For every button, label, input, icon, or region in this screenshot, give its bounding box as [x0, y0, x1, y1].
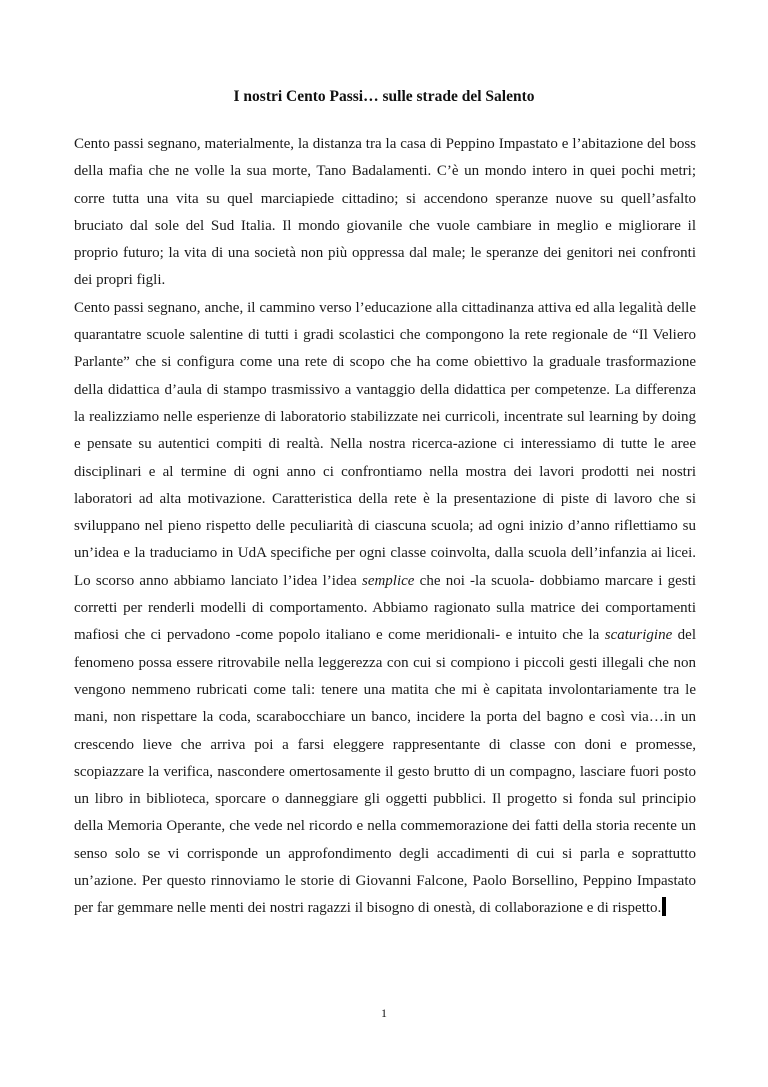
text-cursor	[662, 897, 666, 916]
paragraph-2	[74, 295, 696, 923]
emphasis-semplice: semplice	[361, 572, 415, 589]
paragraph-2-part-1: Cento passi segnano, anche, il cammino verso l’educazione alla cittadinanza attiva ed alla legalità delle quarantatre scuole salentine di tutti i gradi scolastici che compongono la rete regionale de “Il Veliero Parlante” che si configura come una rete di scopo che ha come obiettivo la graduale trasformazione della didattica d’aula di stampo trasmissivo a vantaggio della didattica per competenze. La differenza la realizziamo nelle esperienze di laboratorio stabilizzate nei curricoli, incentrate sul learning by doing e pensate su autentici compiti di realtà. Nella nostra ricerca-azione ci interessiamo di tutte le aree disciplinari e al termine di ogni anno ci confrontiamo nella mostra dei lavori prodotti nei nostri laboratori ad alta motivazione. Caratteristica della rete è la presentazione di piste di lavoro che si sviluppano nel pieno rispetto delle peculiarità di ciascuna scuola; ad ogni inizio d’anno riflettiamo su un’idea e la traduciamo in UdA specifiche per ogni classe coinvolta, dalla scuola dell’infanzia ai licei. Lo scorso anno abbiamo lanciato l’idea l’idea	[74, 299, 696, 589]
document-title: I nostri Cento Passi… sulle strade del Salento	[233, 88, 535, 105]
document-body	[74, 131, 696, 923]
paragraph-2-part-2: che noi -la scuola- dobbiamo marcare i gesti corretti per renderli modelli di comportamento. Abbiamo ragionato sulla matrice dei comportamenti mafiosi che ci pervadono -come popolo italiano e come meridionali- e intuito che la	[74, 572, 696, 644]
paragraph-2-part-3: del fenomeno possa essere ritrovabile nella leggerezza con cui si compiono i piccoli gesti illegali che non vengono nemmeno rubricati come tali: tenere una matita che mi è capitata involontariamente tra le mani, non rispettare la coda, scarabocchiare un banco, incidere la porta del bagno e così via…in un crescendo lieve che arriva poi a farsi eleggere rappresentante di classe con doni e promesse, scopiazzare la verifica, nascondere omertosamente il gesto brutto di un compagno, lasciare fuori posto un libro in biblioteca, sporcare o danneggiare gli oggetti pubblici. Il progetto si fonda sul principio della Memoria Operante, che vede nel ricordo e nella commemorazione dei fatti della storia recente un senso solo se vi corrisponde un approfondimento degli accadimenti di cui si parla e soprattutto un’azione. Per questo rinnoviamo le storie di Giovanni Falcone, Paolo Borsellino, Peppino Impastato per far gemmare nelle menti dei nostri ragazzi il bisogno di onestà, di collaborazione e di rispetto.	[74, 627, 696, 917]
page-number: 1	[381, 1006, 387, 1020]
emphasis-scaturigine: scaturigine	[604, 627, 673, 644]
paragraph-1: Cento passi segnano, materialmente, la distanza tra la casa di Peppino Impastato e l’abitazione del boss della mafia che ne volle la sua morte, Tano Badalamenti. C’è un mondo intero in quei pochi metri; corre tutta una vita su quel marciapiede cittadino; si accendono speranze nuove su quell’asfalto bruciato dal sole del Sud Italia. Il mondo giovanile che vuole cambiare in meglio e migliorare il proprio futuro; la vita di una società non più oppressa dal male; le speranze dei genitori nei confronti dei propri figli.	[74, 136, 696, 289]
